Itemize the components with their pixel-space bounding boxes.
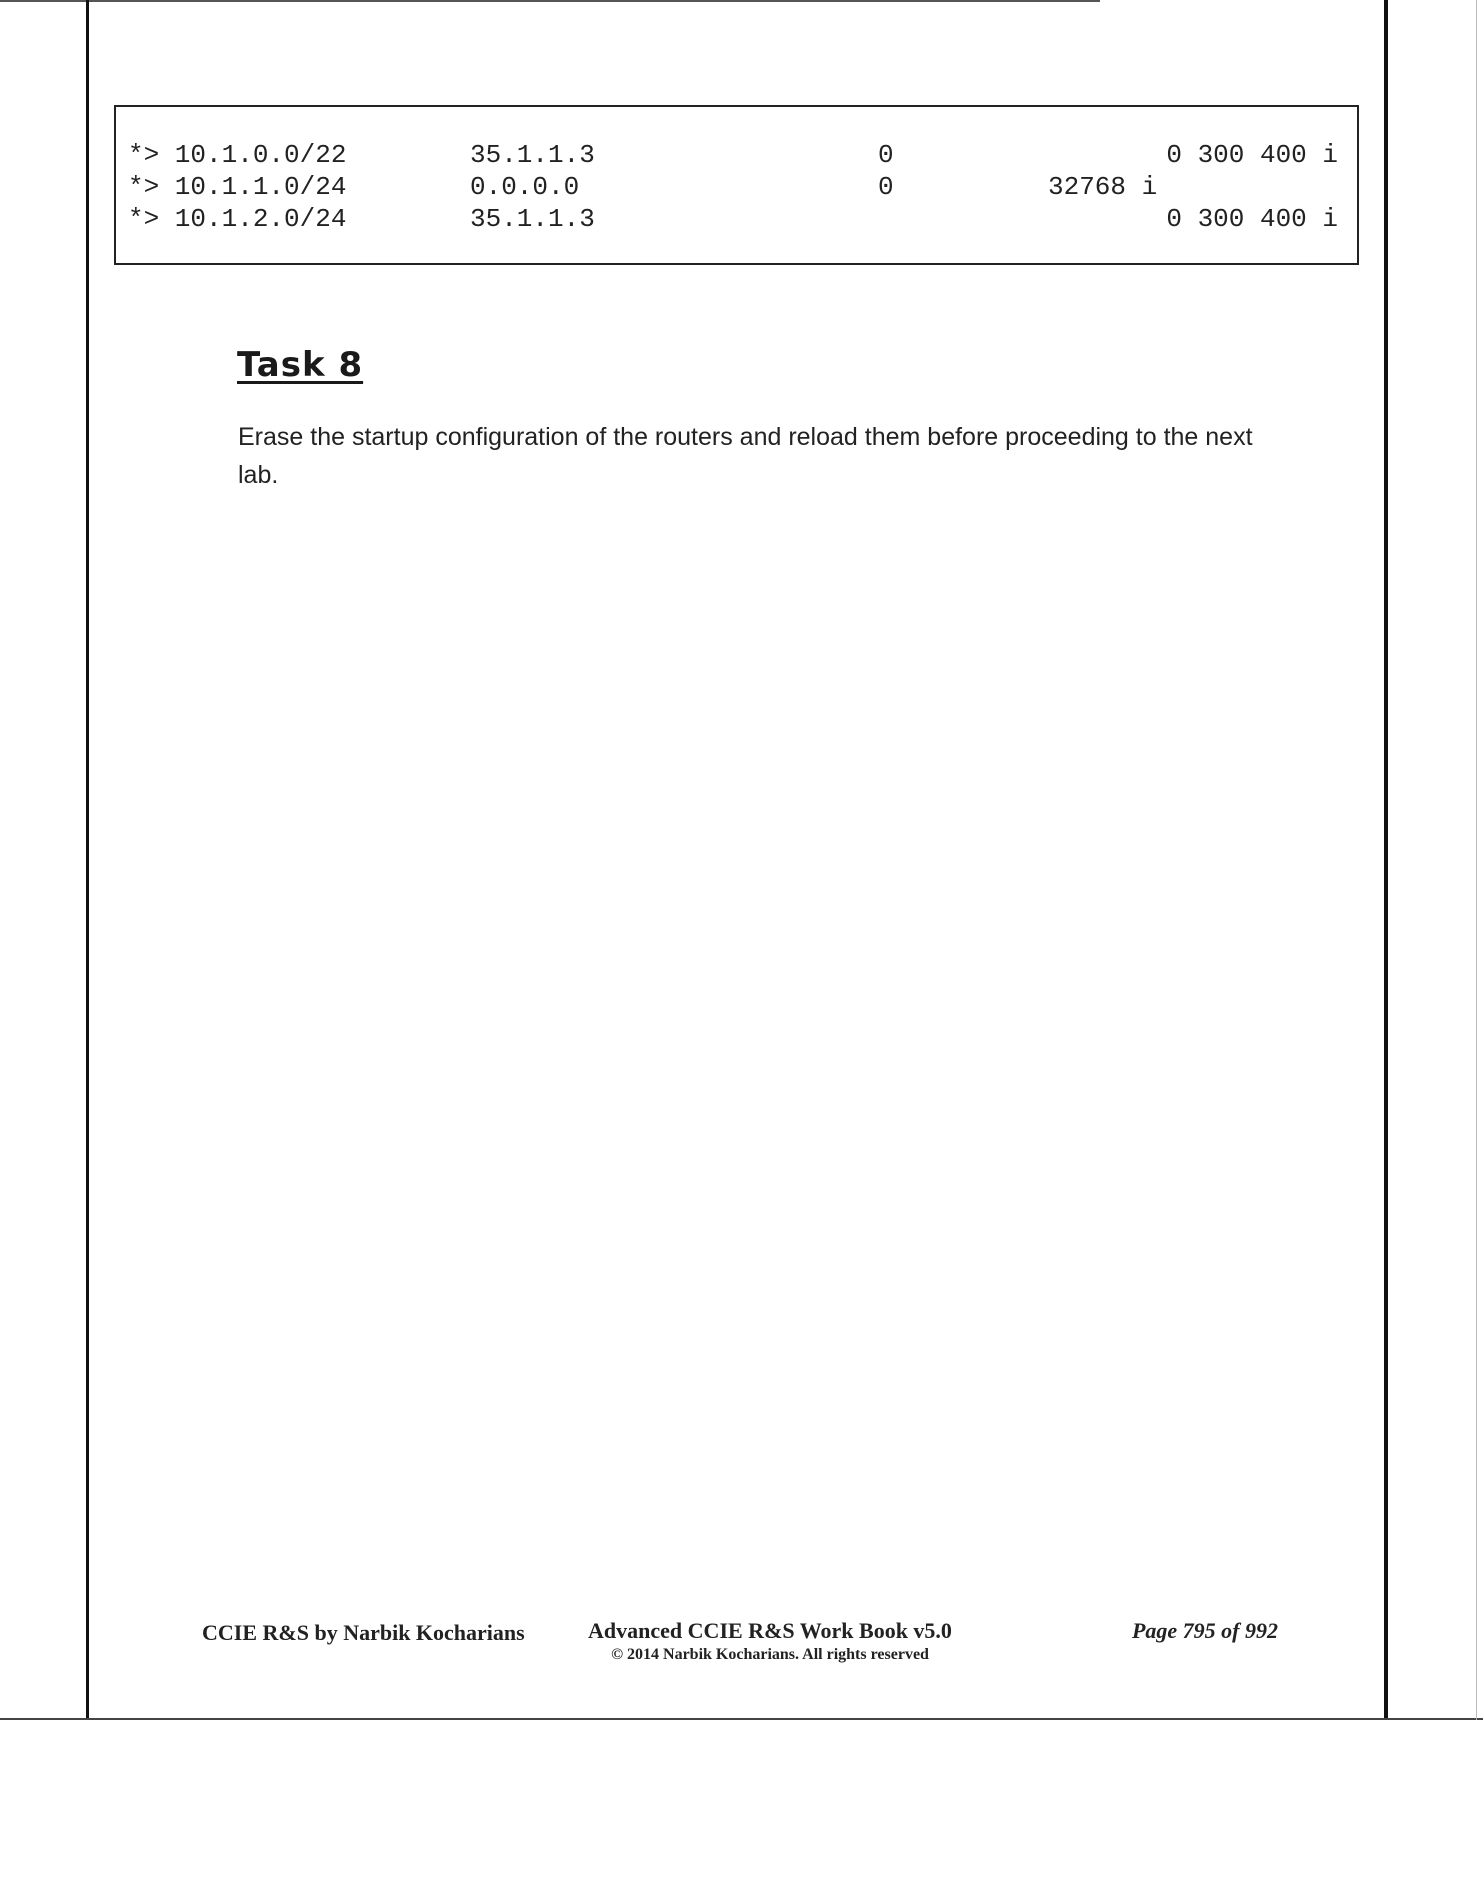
task-heading: Task 8	[237, 345, 364, 385]
as-path: 32768 i	[1048, 172, 1158, 202]
next-hop: 35.1.1.3	[470, 140, 595, 170]
page-number: Page 795 of 992	[1131, 1618, 1278, 1643]
footer-copyright: © 2014 Narbik Kocharians. All rights reserved	[611, 1646, 929, 1663]
footer-book-title: Advanced CCIE R&S Work Book v5.0	[588, 1618, 952, 1643]
next-hop: 0.0.0.0	[470, 172, 580, 202]
as-path: 0 300 400 i	[1166, 140, 1338, 170]
page-frame-bottom	[0, 1718, 1483, 1720]
footer-author: CCIE R&S by Narbik Kocharians	[202, 1620, 525, 1645]
metric: 0	[878, 172, 894, 202]
next-hop: 35.1.1.3	[470, 204, 595, 234]
page-frame-top	[0, 0, 1100, 2]
metric: 0	[878, 140, 894, 170]
bgp-table-output	[114, 105, 1359, 265]
task-description: Erase the startup configuration of the routers and reload them before proceeding to the next lab.	[238, 423, 1253, 489]
prefix: *> 10.1.2.0/24	[128, 204, 347, 234]
bgp-table-row	[128, 139, 1348, 171]
as-path: 0 300 400 i	[1166, 204, 1338, 234]
prefix: *> 10.1.1.0/24	[128, 172, 347, 202]
page-frame-right	[1384, 0, 1388, 1720]
bgp-table-row	[128, 203, 1348, 235]
page-frame-left	[86, 0, 89, 1720]
scan-edge	[1476, 0, 1477, 1720]
prefix: *> 10.1.0.0/22	[128, 140, 347, 170]
footer-book-info	[560, 1618, 980, 1664]
bgp-table-row	[128, 171, 1348, 203]
